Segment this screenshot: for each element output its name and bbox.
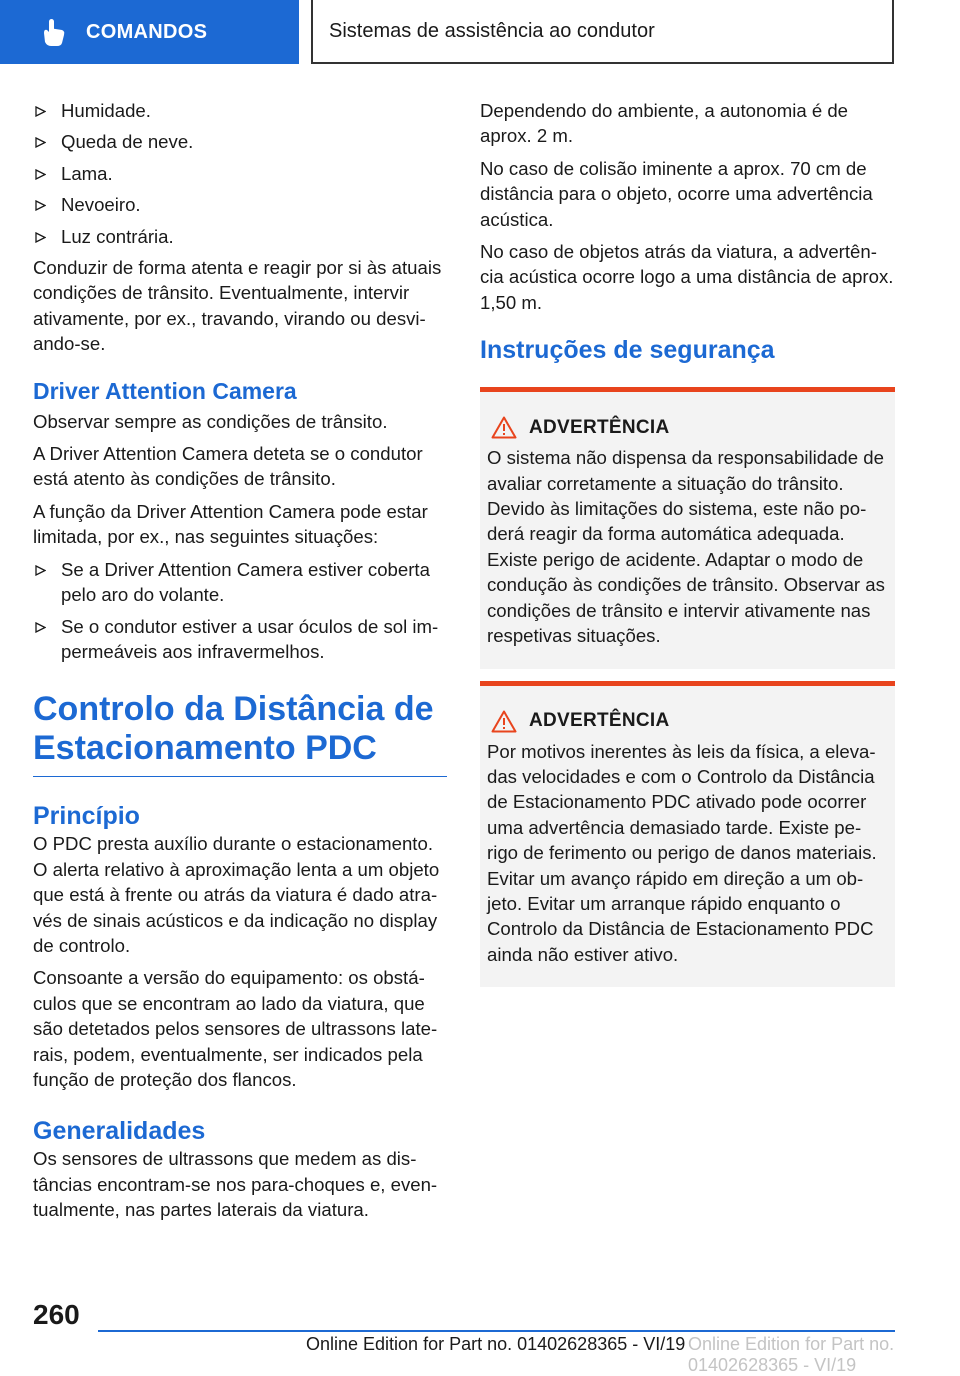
heading-principio: Princípio [33,802,140,831]
list-item: Se a Driver Attention Camera estiver coberta pelo aro do volante. [33,557,447,608]
paragraph: Conduzir de forma atenta e reagir por si às atuais condições de trânsito. Eventualmente, intervir ativamente, por ex., travando, virando ou desvi-ando-se. [33,257,442,355]
tab-section-label: Sistemas de assistência ao condutor [329,19,655,42]
right-column [480,98,895,987]
paragraph: A função da Driver Attention Camera pode estar limitada, por ex., nas seguintes situações: [33,500,428,548]
paragraph: Observar sempre as condições de trânsito. [33,410,388,432]
tab-section[interactable] [311,0,894,64]
hand-pointer-icon [40,17,66,47]
heading-seguranca: Instruções de segurança [480,336,775,365]
triangle-bullet-icon [35,565,46,576]
conditions-list [33,98,447,249]
heading-driver-attention: Driver Attention Camera [33,377,297,404]
warning-header [487,710,887,733]
warning-title: ADVERTÊNCIA [529,710,670,731]
left-column [33,98,447,1230]
list-item: Se o condutor estiver a usar óculos de sol im-permeáveis aos infravermelhos. [33,614,447,665]
warning-triangle-icon [491,710,517,733]
warning-text: O sistema não dispensa da responsabilidade de avaliar corretamente a situação do trânsito. Devido às limitações do sistema, este não po-derá reagir da forma automática adequada. Existe perigo de acidente. Adaptar o modo de condução às condições de trânsito. Observar as condições de trânsito e intervir ativamente nas respetivas situações. [487,447,885,647]
footer-edition: Online Edition for Part no. 01402628365 - VI/19 [306,1334,686,1354]
warning-title: ADVERTÊNCIA [529,416,670,438]
triangle-bullet-icon [35,106,46,117]
paragraph: No caso de colisão iminente a aprox. 70 cm de distância para o objeto, ocorre uma advertência acústica. [480,157,873,230]
triangle-bullet-icon [35,137,46,148]
list-item: Nevoeiro. [33,192,447,217]
page-number: 260 [33,1299,80,1330]
footer-divider [98,1330,895,1332]
triangle-bullet-icon [35,232,46,243]
tab-commands-label: COMANDOS [86,20,208,43]
warning-box [480,681,895,988]
list-item: Queda de neve. [33,129,447,154]
triangle-bullet-icon [35,200,46,211]
warning-triangle-icon [491,416,517,439]
limitations-list [33,557,447,665]
heading-generalidades: Generalidades [33,1117,206,1146]
list-item: Luz contrária. [33,224,447,249]
paragraph: Consoante a versão do equipamento: os obstá-culos que se encontram ao lado da viatura, que são detetados pelos sensores de ultrassons late-rais, podem, eventualmente, ser indicados pela função de proteção dos flancos. [33,967,438,1090]
paragraph: A Driver Attention Camera deteta se o condutor está atento às condições de trânsito. [33,443,423,490]
tab-commands[interactable] [0,0,299,64]
warning-text: Por motivos inerentes às leis da física, a eleva-das velocidades e com o Controlo da Distância de Estacionamento PDC ativado pode ocorrer uma advertência demasiado tarde. Existe pe-rigo de ferimento ou perigo de danos materiais. Evitar um avanço rápido em direção a um ob-jeto. Evitar um arranque rápido enquanto o Controlo da Distância de Estacionamento PDC ainda não estiver ativo. [487,740,877,965]
heading-pdc: Controlo da Distância de Estacionamento PDC [33,690,447,777]
warning-box [480,387,895,668]
paragraph: Os sensores de ultrassons que medem as dis-tâncias encontram-se nos para-choques e, even-tualmente, nas partes laterais da viatura. [33,1148,438,1221]
paragraph: Dependendo do ambiente, a autonomia é de aprox. 2 m. [480,100,849,147]
list-item: Lama. [33,161,447,186]
paragraph: No caso de objetos atrás da viatura, a advertên-cia acústica ocorre logo a uma distância de aprox. 1,50 m. [480,241,894,313]
footer-watermark: Online Edition for Part no. 01402628365 - VI/19 [688,1334,895,1375]
paragraph: O PDC presta auxílio durante o estacionamento. O alerta relativo à aproximação lenta a um objeto que está à frente ou atrás da viatura é dado atra-vés de sinais acústicos e da indicação no display de controlo. [33,833,440,956]
triangle-bullet-icon [35,169,46,180]
warning-header [487,416,887,439]
triangle-bullet-icon [35,622,46,633]
list-item: Humidade. [33,98,447,123]
